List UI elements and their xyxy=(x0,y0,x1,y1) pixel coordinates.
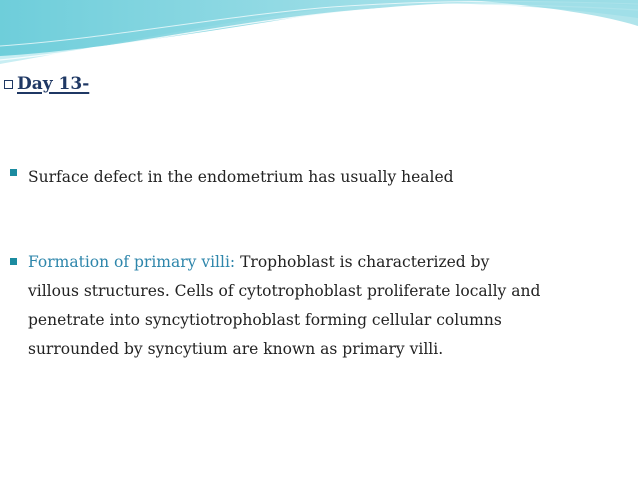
square-bullet-icon xyxy=(10,258,17,265)
bullet-line xyxy=(28,248,628,277)
title-row xyxy=(4,74,89,94)
bullet-line: surrounded by syncytium are known as primary villi. xyxy=(28,340,444,358)
slide-title: Day 13- xyxy=(17,74,90,94)
bullet-paragraph xyxy=(28,248,628,364)
square-bullet-icon xyxy=(10,169,17,176)
bullet-text: Surface defect in the endometrium has usually healed xyxy=(28,168,454,186)
highlight-term: Formation of primary villi: xyxy=(28,253,236,271)
bullet-item xyxy=(10,163,628,192)
bullet-line: villous structures. Cells of cytotrophoblast proliferate locally and xyxy=(28,282,541,300)
bullet-line: penetrate into syncytiotrophoblast forming cellular columns xyxy=(28,311,502,329)
header-wave-decoration xyxy=(0,0,638,80)
bullet-line-text: Trophoblast is characterized by xyxy=(235,253,490,271)
bullet-item xyxy=(10,248,628,364)
hollow-square-bullet-icon xyxy=(4,80,13,89)
